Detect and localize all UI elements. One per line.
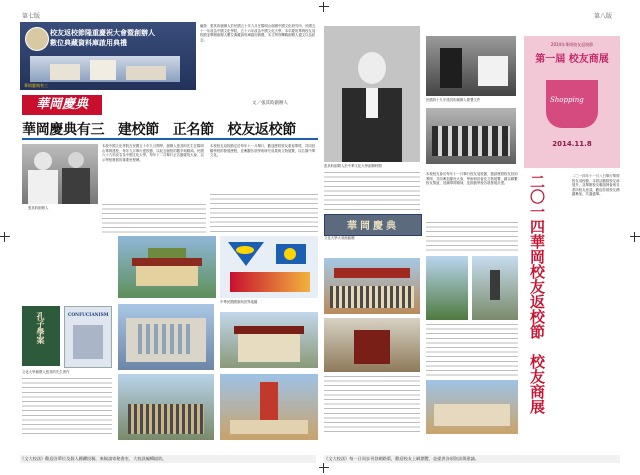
flag-map-graphic bbox=[220, 236, 318, 298]
founder-portrait-caption: 張其昀創辦人於中華文化大學創辦時期 bbox=[324, 164, 382, 168]
banner-subtitle: 華岡慶典有三 bbox=[24, 83, 48, 88]
banner-title-1: 校友返校節隆重慶祝大會暨創辦人 bbox=[50, 29, 155, 37]
headline: 華岡慶典有三 建校節 正名節 校友返校節 bbox=[22, 122, 296, 138]
book-column-text bbox=[22, 378, 112, 438]
left-footer: 《文大校訊》歡迎各單位及個人踴躍投稿，來稿請寄秘書室，大校訊編輯組收。 bbox=[20, 455, 316, 463]
founder-portrait bbox=[324, 26, 420, 162]
right-footer: 《文大校訊》每一日同步刊登網路版，歡迎校友上網瀏覽，並提供各項資訊與建議。 bbox=[324, 455, 620, 463]
book-caption: 文化大學創辦人張其昀先生著作 bbox=[22, 370, 70, 374]
right-body-lines-1 bbox=[324, 172, 420, 212]
shopping-cup-icon bbox=[546, 80, 598, 128]
plaque-caption: 文化大學大成館匾額 bbox=[324, 236, 355, 240]
right-body-lines-3 bbox=[324, 376, 420, 434]
poster-date: 2014.11.8 bbox=[552, 140, 592, 148]
founder-photo-icon bbox=[25, 27, 49, 51]
byline: 文／張其昀創辦人 bbox=[252, 101, 288, 106]
editor-note: 編按：張其昀創辦人於民國五十年九月在陽明山創辦中國文化研究所，民國五十一年改為中國文化學院，五十六年改為中國文化大學，本年慶祝華岡校友返校節並舉辦創辦人數位典藏資料庫啟用典禮，本文特別轉載創辦人遺文以為紀念。 bbox=[200, 24, 316, 42]
plaque bbox=[324, 214, 422, 236]
campus-aerial-photo bbox=[426, 380, 518, 434]
right-body-lines-2 bbox=[426, 222, 518, 252]
body-column-2: 本校校友返校節定於每年十一月舉行，歡迎歷屆校友重返華岡，共同回顧學校的發展歷程，並參觀各項學術研究成果與文物展覽，以弘揚中華文化。 bbox=[210, 144, 316, 158]
body-column-2-cont bbox=[210, 194, 318, 234]
book-title-cn: 孔子學案 bbox=[36, 312, 46, 344]
body-column-1-cont bbox=[102, 204, 206, 234]
signing-photo bbox=[426, 36, 516, 96]
crop-mark-left bbox=[0, 232, 10, 242]
hall-photo bbox=[220, 312, 318, 368]
book-cover-1 bbox=[22, 306, 60, 366]
banner bbox=[20, 22, 196, 90]
book-cover-2 bbox=[64, 306, 112, 368]
tree-photo bbox=[426, 256, 468, 320]
left-page-number: 第七版 bbox=[22, 13, 41, 20]
poster-title: 第一屆 校友商展 bbox=[535, 54, 609, 65]
side-column-text: 二〇一四年十一月八日舉行華岡校友返校節，本屆活動除校友商展外，並舉辦校友聯誼餐會與各系所校友座談，歡迎各屆校友踴躍參加，共襄盛舉。 bbox=[572, 174, 620, 197]
plaque-text: 華岡慶典 bbox=[347, 221, 399, 232]
building-photo-1 bbox=[118, 304, 214, 370]
group-photo bbox=[426, 108, 516, 164]
book-title-en: CONFUCIANISM bbox=[68, 313, 109, 318]
crop-mark-bottom bbox=[319, 463, 329, 473]
crop-mark-top bbox=[319, 2, 329, 12]
pagoda-photo bbox=[220, 374, 318, 440]
left-page bbox=[20, 22, 318, 452]
crop-mark-right bbox=[630, 232, 640, 242]
map-caption: 中華民國國旗與世界地圖 bbox=[220, 300, 258, 304]
vertical-headline: 二〇一四華岡校友返校節 校友商展 bbox=[528, 174, 546, 414]
campus-photo bbox=[30, 56, 180, 82]
right-body-lines-4 bbox=[426, 324, 518, 376]
right-body-text: 本校校友會於每年十一月舉行校友返校節，邀請歷屆校友回到華岡，共同參加慶祝大會、學術研討會及文物展覽，藉以聯繫校友情誼，延續華岡精神，並推動學校各項發展計畫。 bbox=[426, 172, 518, 186]
poster-year: 2014年華岡校友返校節 bbox=[550, 42, 594, 47]
temple-photo bbox=[118, 236, 216, 298]
banner-title-2: 數位典藏資料庫啟用典禮 bbox=[50, 39, 127, 47]
statue-photo bbox=[472, 256, 518, 320]
right-page bbox=[322, 22, 620, 452]
graduation-photo bbox=[324, 258, 420, 314]
portrait-photo bbox=[22, 144, 98, 204]
body-column-1: 本校中國文化學院在民國五十年九月開學，創辦人張其昀先生在陽明山華岡建校，每年九月舉行建校節，以紀念創校的艱辛與精神。民國六十九年改名為中國文化大學，每年十二月舉行正名節慶祝大會，以示學校發展的重要里程碑。 bbox=[102, 144, 204, 162]
right-page-number: 第八版 bbox=[594, 13, 613, 20]
headline-rule bbox=[22, 138, 318, 140]
calligraphy-title: 華岡慶典 bbox=[22, 95, 102, 115]
gate-photo bbox=[324, 318, 420, 372]
portrait-caption: 張其昀創辦人 bbox=[28, 206, 49, 210]
ceremony-photo bbox=[118, 374, 214, 440]
signing-caption: 民國四十九年張其昀創辦人簽署文件 bbox=[426, 98, 481, 102]
alumni-expo-poster bbox=[524, 36, 620, 168]
poster-cup-text: Shopping bbox=[550, 96, 584, 104]
